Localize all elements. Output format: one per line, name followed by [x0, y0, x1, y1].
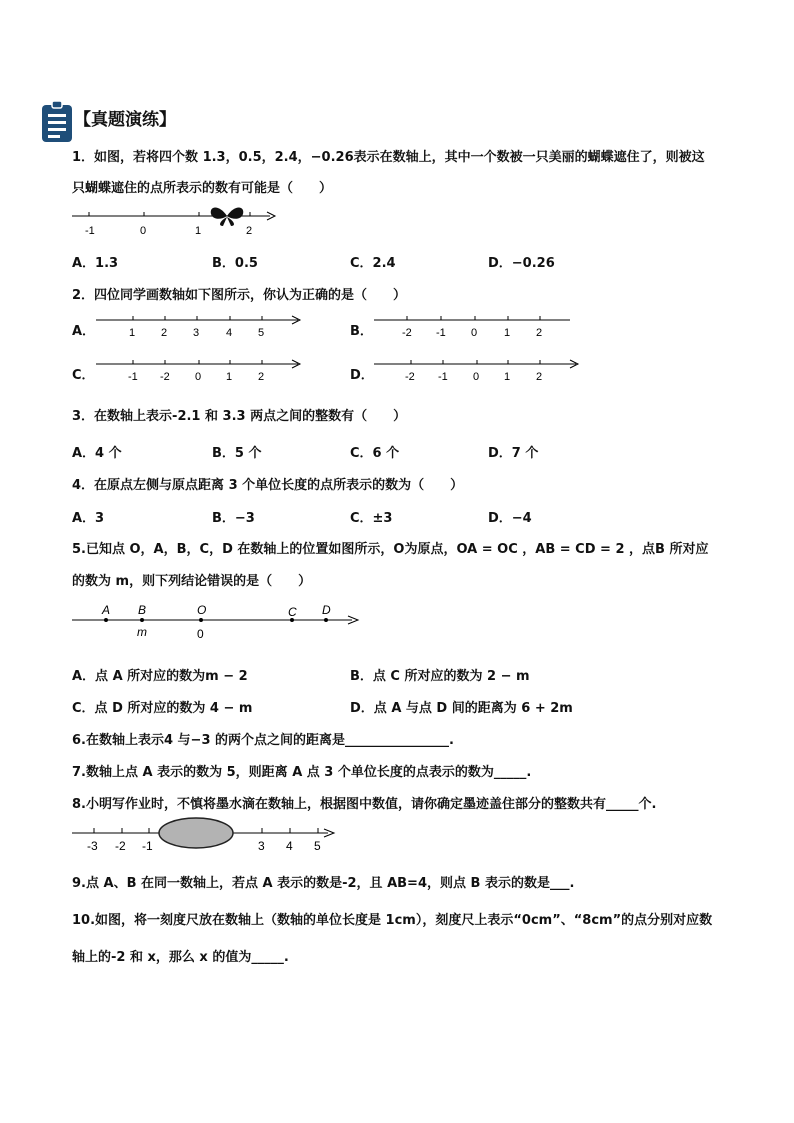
q4-option-a[interactable]: A．3	[72, 511, 105, 526]
q2-line-b	[374, 312, 574, 346]
q6-text: 6.在数轴上表示4 与−3 的两个点之间的距离是________________.	[72, 733, 454, 748]
q3-option-b[interactable]: B．5 个	[212, 446, 262, 461]
svg-text:1: 1	[129, 327, 136, 339]
q5-option-c[interactable]: C．点 D 所对应的数为 4 − m	[72, 701, 253, 716]
svg-text:-1: -1	[128, 371, 138, 383]
svg-text:C: C	[288, 605, 297, 619]
butterfly-icon	[211, 208, 244, 227]
svg-text:-2: -2	[402, 327, 412, 339]
q1-option-b[interactable]: B．0.5	[212, 256, 258, 271]
q5-option-a[interactable]: A．点 A 所对应的数为m − 2	[72, 669, 248, 684]
q1-number-line	[70, 200, 290, 244]
q7-text: 7.数轴上点 A 表示的数为 5，则距离 A 点 3 个单位长度的点表示的数为_____.	[72, 765, 532, 780]
svg-text:0: 0	[473, 371, 480, 383]
q1-tick-2: 0	[140, 225, 147, 237]
svg-text:1: 1	[504, 327, 511, 339]
q1-tick-3: 1	[195, 225, 202, 237]
svg-text:-2: -2	[405, 371, 415, 383]
q10-line2: 轴上的-2 和 x，那么 x 的值为_____.	[72, 950, 289, 965]
q1-option-c[interactable]: C．2.4	[350, 256, 396, 271]
ink-blot	[159, 818, 233, 848]
q3-option-d[interactable]: D．7 个	[488, 446, 539, 461]
svg-text:2: 2	[536, 327, 543, 339]
q2-stem: 2．四位同学画数轴如下图所示，你认为正确的是（ ）	[72, 288, 407, 303]
q2-line-c	[96, 356, 306, 390]
svg-text:-2: -2	[160, 371, 170, 383]
q4-option-c[interactable]: C．±3	[350, 511, 393, 526]
svg-text:0: 0	[195, 371, 202, 383]
q2-option-a[interactable]: A．	[72, 324, 96, 339]
q2-option-d[interactable]: D．	[350, 368, 374, 383]
q10-line1: 10.如图，将一刻度尺放在数轴上（数轴的单位长度是 1cm），刻度尺上表示“0cm”、“8cm”的点分别对应数	[72, 913, 713, 928]
svg-text:D: D	[322, 603, 331, 617]
svg-text:2: 2	[161, 327, 168, 339]
svg-text:B: B	[138, 603, 147, 617]
q1-line1: 1．如图，若将四个数 1.3，0.5，2.4，−0.26表示在数轴上，其中一个数被一只美丽的蝴蝶遮住了，则被这	[72, 150, 705, 165]
q1-option-a[interactable]: A．1.3	[72, 256, 119, 271]
svg-text:-1: -1	[142, 839, 153, 853]
svg-text:-3: -3	[87, 839, 98, 853]
q5-line2: 的数为 m，则下列结论错误的是（ ）	[72, 574, 312, 589]
q5-number-line	[70, 598, 370, 648]
q1-line2: 只蝴蝶遮住的点所表示的数有可能是（ ）	[72, 181, 333, 196]
svg-text:-2: -2	[115, 839, 126, 853]
q5-line1: 5.已知点 O，A，B，C，D 在数轴上的位置如图所示，O为原点，OA = OC ，AB = CD = 2 ，点B 所对应	[72, 542, 709, 557]
svg-text:3: 3	[193, 327, 200, 339]
svg-text:1: 1	[226, 371, 233, 383]
svg-text:4: 4	[226, 327, 233, 339]
svg-text:1: 1	[504, 371, 511, 383]
q2-line-a	[96, 312, 306, 346]
svg-text:0: 0	[471, 327, 478, 339]
q9-text: 9.点 A、B 在同一数轴上，若点 A 表示的数是-2，且 AB=4，则点 B 表示的数是___.	[72, 876, 575, 891]
svg-text:4: 4	[286, 839, 293, 853]
svg-text:O: O	[197, 603, 207, 617]
q8-number-line	[70, 815, 340, 859]
q4-option-b[interactable]: B．−3	[212, 511, 255, 526]
q1-option-d[interactable]: D．−0.26	[488, 256, 555, 271]
q2-option-c[interactable]: C．	[72, 368, 95, 383]
svg-text:5: 5	[258, 327, 265, 339]
svg-text:-1: -1	[438, 371, 448, 383]
svg-text:3: 3	[258, 839, 265, 853]
q3-option-c[interactable]: C．6 个	[350, 446, 400, 461]
svg-text:5: 5	[314, 839, 321, 853]
q4-stem: 4．在原点左侧与原点距离 3 个单位长度的点所表示的数为（ ）	[72, 478, 464, 493]
q3-stem: 3．在数轴上表示-2.1 和 3.3 两点之间的整数有（ ）	[72, 409, 407, 424]
svg-text:A: A	[102, 603, 111, 617]
section-title: 【真题演练】	[74, 110, 176, 130]
svg-text:0: 0	[197, 627, 204, 641]
svg-text:2: 2	[258, 371, 265, 383]
q2-option-b[interactable]: B．	[350, 324, 373, 339]
q5-option-d[interactable]: D．点 A 与点 D 间的距离为 6 + 2m	[350, 701, 573, 716]
q3-option-a[interactable]: A．4 个	[72, 446, 122, 461]
q1-tick-1: -1	[85, 225, 95, 237]
svg-text:2: 2	[536, 371, 543, 383]
svg-text:-1: -1	[436, 327, 446, 339]
header-icon	[40, 100, 74, 144]
q4-option-d[interactable]: D．−4	[488, 511, 532, 526]
q8-text: 8.小明写作业时，不慎将墨水滴在数轴上，根据图中数值，请你确定墨迹盖住部分的整数共有_____个.	[72, 797, 657, 812]
q1-tick-4: 2	[246, 225, 253, 237]
svg-text:m: m	[137, 625, 147, 639]
q5-option-b[interactable]: B．点 C 所对应的数为 2 − m	[350, 669, 530, 684]
q2-line-d	[374, 356, 584, 390]
